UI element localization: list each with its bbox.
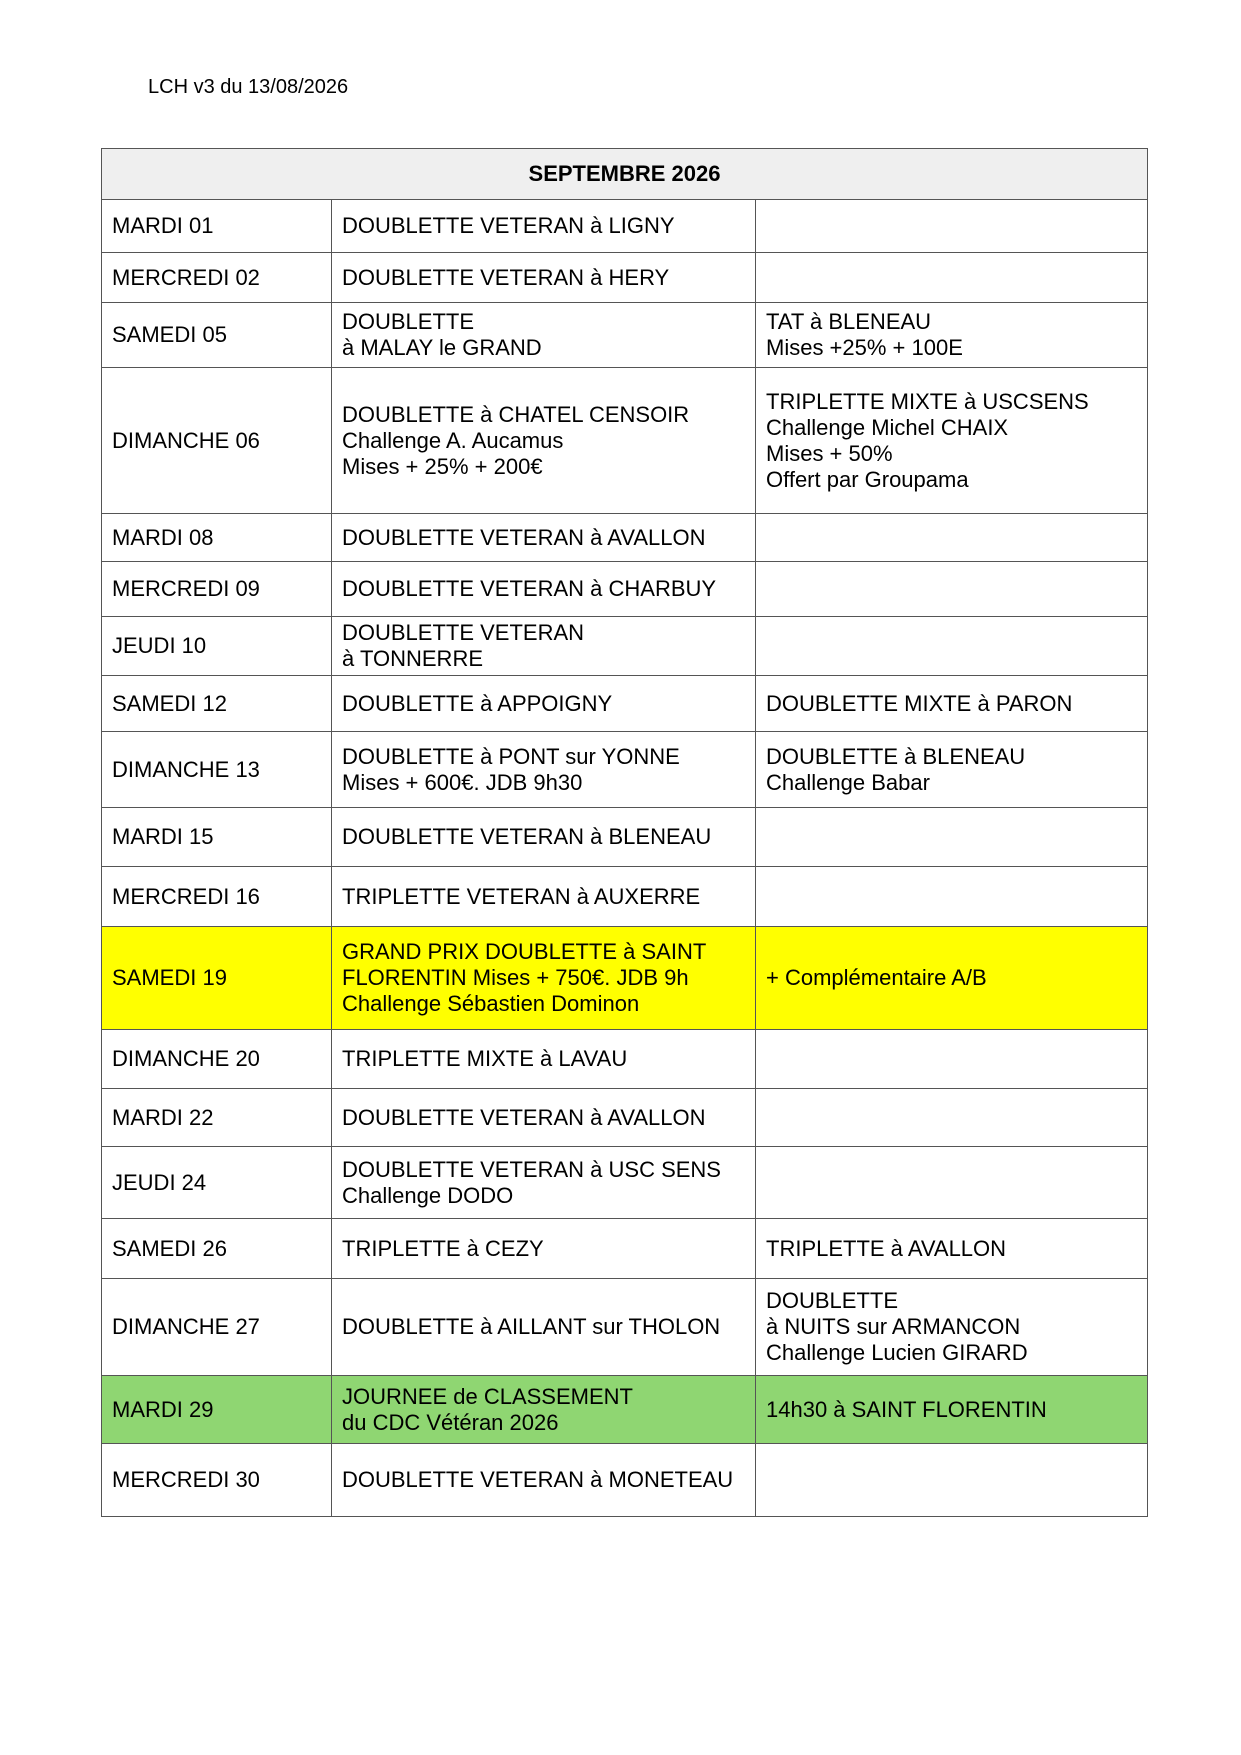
day-cell: DIMANCHE 27 — [102, 1279, 332, 1376]
extra-event-cell — [756, 200, 1148, 253]
event-cell: TRIPLETTE VETERAN à AUXERRE — [332, 867, 756, 927]
extra-event-cell — [756, 514, 1148, 562]
table-row — [102, 732, 1148, 808]
extra-event-cell: TRIPLETTE MIXTE à USCSENS Challenge Michel CHAIX Mises + 50% Offert par Groupama — [756, 368, 1148, 514]
extra-event-cell — [756, 253, 1148, 303]
day-cell: MERCREDI 09 — [102, 562, 332, 617]
table-row — [102, 514, 1148, 562]
event-cell: DOUBLETTE à CHATEL CENSOIR Challenge A. Aucamus Mises + 25% + 200€ — [332, 368, 756, 514]
event-cell: DOUBLETTE à AILLANT sur THOLON — [332, 1279, 756, 1376]
event-cell: GRAND PRIX DOUBLETTE à SAINT FLORENTIN Mises + 750€. JDB 9h Challenge Sébastien Dominon — [332, 927, 756, 1030]
day-cell: MARDI 15 — [102, 808, 332, 867]
event-cell: DOUBLETTE VETERAN à HERY — [332, 253, 756, 303]
calendar-table — [101, 148, 1148, 1517]
day-cell: JEUDI 10 — [102, 617, 332, 676]
event-cell: DOUBLETTE à APPOIGNY — [332, 676, 756, 732]
table-row — [102, 1376, 1148, 1444]
extra-event-cell: TAT à BLENEAU Mises +25% + 100E — [756, 303, 1148, 368]
table-row — [102, 1147, 1148, 1219]
extra-event-cell: 14h30 à SAINT FLORENTIN — [756, 1376, 1148, 1444]
version-label: LCH v3 du 13/08/2026 — [148, 76, 349, 98]
event-cell: DOUBLETTE VETERAN à USC SENS Challenge DODO — [332, 1147, 756, 1219]
day-cell: MERCREDI 16 — [102, 867, 332, 927]
day-cell: MARDI 01 — [102, 200, 332, 253]
table-row — [102, 927, 1148, 1030]
table-row — [102, 867, 1148, 927]
table-row — [102, 1279, 1148, 1376]
extra-event-cell — [756, 1030, 1148, 1089]
table-header-row — [102, 149, 1148, 200]
extra-event-cell — [756, 1444, 1148, 1517]
day-cell: DIMANCHE 20 — [102, 1030, 332, 1089]
extra-event-cell: DOUBLETTE à BLENEAU Challenge Babar — [756, 732, 1148, 808]
table-row — [102, 562, 1148, 617]
event-cell: DOUBLETTE à MALAY le GRAND — [332, 303, 756, 368]
extra-event-cell — [756, 1089, 1148, 1147]
table-row — [102, 368, 1148, 514]
extra-event-cell: DOUBLETTE MIXTE à PARON — [756, 676, 1148, 732]
table-row — [102, 1089, 1148, 1147]
day-cell: SAMEDI 12 — [102, 676, 332, 732]
table-row — [102, 1444, 1148, 1517]
day-cell: SAMEDI 26 — [102, 1219, 332, 1279]
table-row — [102, 1219, 1148, 1279]
day-cell: MARDI 08 — [102, 514, 332, 562]
extra-event-cell — [756, 867, 1148, 927]
table-row — [102, 200, 1148, 253]
day-cell: SAMEDI 19 — [102, 927, 332, 1030]
day-cell: MERCREDI 30 — [102, 1444, 332, 1517]
day-cell: DIMANCHE 06 — [102, 368, 332, 514]
event-cell: DOUBLETTE VETERAN à TONNERRE — [332, 617, 756, 676]
event-cell: DOUBLETTE VETERAN à AVALLON — [332, 514, 756, 562]
extra-event-cell — [756, 562, 1148, 617]
event-cell: TRIPLETTE MIXTE à LAVAU — [332, 1030, 756, 1089]
extra-event-cell — [756, 808, 1148, 867]
event-cell: DOUBLETTE VETERAN à MONETEAU — [332, 1444, 756, 1517]
event-cell: TRIPLETTE à CEZY — [332, 1219, 756, 1279]
extra-event-cell: TRIPLETTE à AVALLON — [756, 1219, 1148, 1279]
month-title: SEPTEMBRE 2026 — [102, 149, 1148, 200]
day-cell: MERCREDI 02 — [102, 253, 332, 303]
table-row — [102, 676, 1148, 732]
extra-event-cell — [756, 617, 1148, 676]
extra-event-cell — [756, 1147, 1148, 1219]
event-cell: DOUBLETTE VETERAN à CHARBUY — [332, 562, 756, 617]
day-cell: MARDI 22 — [102, 1089, 332, 1147]
event-cell: DOUBLETTE VETERAN à BLENEAU — [332, 808, 756, 867]
table-row — [102, 808, 1148, 867]
day-cell: DIMANCHE 13 — [102, 732, 332, 808]
table-row — [102, 253, 1148, 303]
event-cell: JOURNEE de CLASSEMENT du CDC Vétéran 2026 — [332, 1376, 756, 1444]
event-cell: DOUBLETTE VETERAN à AVALLON — [332, 1089, 756, 1147]
extra-event-cell: DOUBLETTE à NUITS sur ARMANCON Challenge Lucien GIRARD — [756, 1279, 1148, 1376]
table-body — [102, 200, 1148, 1517]
day-cell: JEUDI 24 — [102, 1147, 332, 1219]
table-row — [102, 617, 1148, 676]
event-cell: DOUBLETTE à PONT sur YONNE Mises + 600€. JDB 9h30 — [332, 732, 756, 808]
day-cell: MARDI 29 — [102, 1376, 332, 1444]
table-row — [102, 303, 1148, 368]
extra-event-cell: + Complémentaire A/B — [756, 927, 1148, 1030]
table-row — [102, 1030, 1148, 1089]
event-cell: DOUBLETTE VETERAN à LIGNY — [332, 200, 756, 253]
day-cell: SAMEDI 05 — [102, 303, 332, 368]
